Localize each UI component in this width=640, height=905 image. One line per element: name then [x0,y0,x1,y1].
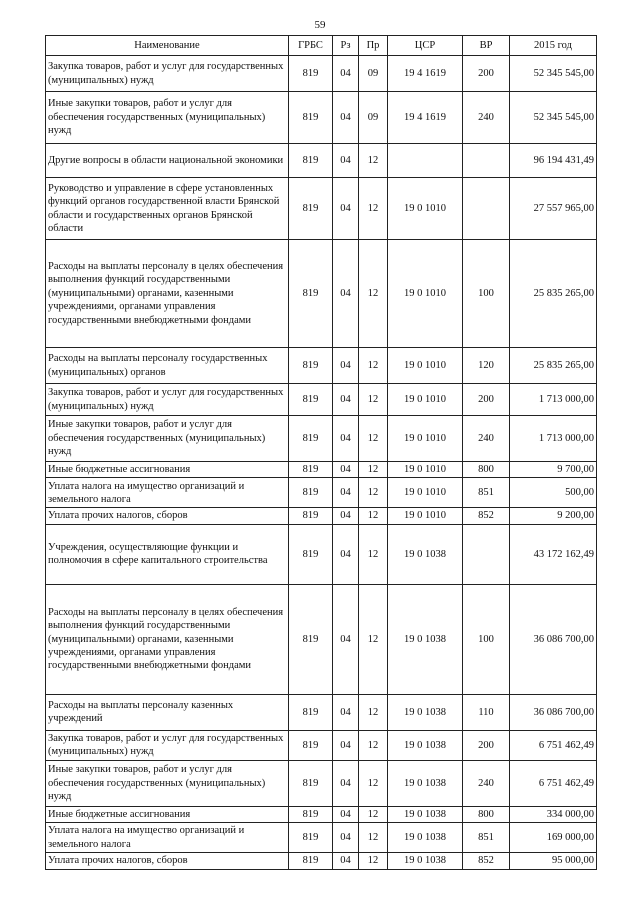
cell-vr [463,524,510,584]
cell-name: Учреждения, осуществляющие функции и полномочия в сфере капитального строительства [46,524,289,584]
cell-pr: 12 [359,806,388,822]
cell-pr: 12 [359,853,388,869]
cell-amount: 1 713 000,00 [510,416,597,462]
cell-vr: 851 [463,478,510,508]
cell-name: Иные бюджетные ассигнования [46,462,289,478]
cell-rz: 04 [333,730,359,760]
cell-grbs: 819 [289,384,333,416]
budget-table [45,35,597,870]
cell-pr: 12 [359,416,388,462]
table-row [46,524,597,584]
header-pr: Пр [359,36,388,56]
page-number: 59 [314,19,326,31]
cell-rz: 04 [333,144,359,178]
cell-csr: 19 0 1010 [388,178,463,240]
cell-grbs: 819 [289,694,333,730]
table-row [46,823,597,853]
cell-name: Закупка товаров, работ и услуг для государственных (муниципальных) нужд [46,730,289,760]
cell-csr: 19 0 1038 [388,760,463,806]
cell-csr [388,144,463,178]
cell-grbs: 819 [289,56,333,92]
cell-rz: 04 [333,92,359,144]
table-header-row [46,36,597,56]
cell-rz: 04 [333,524,359,584]
cell-vr: 852 [463,508,510,524]
cell-pr: 12 [359,524,388,584]
cell-amount: 96 194 431,49 [510,144,597,178]
cell-csr: 19 0 1010 [388,462,463,478]
cell-rz: 04 [333,56,359,92]
table-row [46,348,597,384]
cell-name: Уплата налога на имущество организаций и земельного налога [46,478,289,508]
cell-vr: 120 [463,348,510,384]
cell-grbs: 819 [289,144,333,178]
cell-csr: 19 0 1010 [388,508,463,524]
cell-vr: 800 [463,462,510,478]
cell-amount: 9 700,00 [510,462,597,478]
header-amount: 2015 год [510,36,597,56]
cell-pr: 12 [359,730,388,760]
cell-vr: 800 [463,806,510,822]
cell-amount: 27 557 965,00 [510,178,597,240]
cell-rz: 04 [333,760,359,806]
table-row [46,806,597,822]
table-row [46,240,597,348]
cell-pr: 12 [359,584,388,694]
cell-grbs: 819 [289,508,333,524]
cell-grbs: 819 [289,730,333,760]
cell-pr: 12 [359,178,388,240]
cell-csr: 19 0 1038 [388,730,463,760]
cell-amount: 9 200,00 [510,508,597,524]
cell-csr: 19 0 1010 [388,416,463,462]
cell-rz: 04 [333,478,359,508]
cell-rz: 04 [333,806,359,822]
cell-name: Другие вопросы в области национальной экономики [46,144,289,178]
header-csr: ЦСР [388,36,463,56]
cell-grbs: 819 [289,240,333,348]
cell-vr: 100 [463,584,510,694]
cell-amount: 95 000,00 [510,853,597,869]
cell-grbs: 819 [289,806,333,822]
cell-rz: 04 [333,240,359,348]
cell-amount: 6 751 462,49 [510,760,597,806]
cell-vr: 240 [463,92,510,144]
cell-csr: 19 0 1010 [388,384,463,416]
cell-grbs: 819 [289,823,333,853]
cell-grbs: 819 [289,178,333,240]
cell-pr: 12 [359,478,388,508]
cell-vr: 110 [463,694,510,730]
cell-vr [463,178,510,240]
cell-rz: 04 [333,853,359,869]
cell-name: Расходы на выплаты персоналу в целях обеспечения выполнения функций государственными (муниципальными) органами, казенными учреждениями, органами управления государственными внебюджетными фондами [46,584,289,694]
cell-amount: 25 835 265,00 [510,240,597,348]
cell-vr [463,144,510,178]
cell-amount: 36 086 700,00 [510,694,597,730]
cell-name: Закупка товаров, работ и услуг для государственных (муниципальных) нужд [46,56,289,92]
cell-name: Уплата прочих налогов, сборов [46,853,289,869]
cell-vr: 200 [463,384,510,416]
cell-rz: 04 [333,508,359,524]
cell-rz: 04 [333,584,359,694]
cell-rz: 04 [333,416,359,462]
cell-amount: 43 172 162,49 [510,524,597,584]
cell-csr: 19 0 1038 [388,694,463,730]
cell-amount: 334 000,00 [510,806,597,822]
cell-vr: 200 [463,56,510,92]
cell-csr: 19 0 1010 [388,478,463,508]
header-vr: ВР [463,36,510,56]
table-row [46,694,597,730]
cell-amount: 36 086 700,00 [510,584,597,694]
cell-pr: 09 [359,92,388,144]
cell-name: Иные бюджетные ассигнования [46,806,289,822]
cell-name: Расходы на выплаты персоналу государственных (муниципальных) органов [46,348,289,384]
cell-grbs: 819 [289,478,333,508]
cell-csr: 19 0 1010 [388,348,463,384]
cell-amount: 52 345 545,00 [510,56,597,92]
cell-pr: 12 [359,144,388,178]
cell-name: Иные закупки товаров, работ и услуг для обеспечения государственных (муниципальных) нужд [46,416,289,462]
cell-rz: 04 [333,348,359,384]
cell-grbs: 819 [289,348,333,384]
cell-name: Иные закупки товаров, работ и услуг для обеспечения государственных (муниципальных) нужд [46,760,289,806]
table-row [46,730,597,760]
table-row [46,478,597,508]
table-row [46,584,597,694]
cell-pr: 12 [359,384,388,416]
cell-grbs: 819 [289,462,333,478]
cell-pr: 12 [359,240,388,348]
table-row [46,462,597,478]
cell-name: Уплата налога на имущество организаций и земельного налога [46,823,289,853]
cell-rz: 04 [333,178,359,240]
cell-vr: 200 [463,730,510,760]
header-rz: Рз [333,36,359,56]
cell-pr: 12 [359,508,388,524]
cell-amount: 1 713 000,00 [510,384,597,416]
table-row [46,853,597,869]
cell-csr: 19 0 1038 [388,806,463,822]
cell-rz: 04 [333,823,359,853]
cell-name: Иные закупки товаров, работ и услуг для обеспечения государственных (муниципальных) нужд [46,92,289,144]
table-row [46,92,597,144]
cell-rz: 04 [333,384,359,416]
table-row [46,56,597,92]
cell-vr: 100 [463,240,510,348]
cell-csr: 19 0 1038 [388,853,463,869]
cell-name: Закупка товаров, работ и услуг для государственных (муниципальных) нужд [46,384,289,416]
cell-pr: 09 [359,56,388,92]
cell-csr: 19 0 1038 [388,823,463,853]
cell-grbs: 819 [289,416,333,462]
cell-rz: 04 [333,462,359,478]
cell-grbs: 819 [289,760,333,806]
cell-vr: 851 [463,823,510,853]
table-row [46,144,597,178]
cell-pr: 12 [359,348,388,384]
cell-csr: 19 0 1010 [388,240,463,348]
cell-amount: 6 751 462,49 [510,730,597,760]
cell-amount: 169 000,00 [510,823,597,853]
cell-pr: 12 [359,462,388,478]
cell-vr: 240 [463,416,510,462]
cell-rz: 04 [333,694,359,730]
cell-grbs: 819 [289,853,333,869]
table-row [46,384,597,416]
cell-pr: 12 [359,760,388,806]
cell-amount: 500,00 [510,478,597,508]
cell-pr: 12 [359,694,388,730]
cell-vr: 852 [463,853,510,869]
cell-csr: 19 4 1619 [388,92,463,144]
cell-name: Руководство и управление в сфере установленных функций органов государственной власти Брянской области и государственных органов Брянской области [46,178,289,240]
cell-grbs: 819 [289,524,333,584]
table-row [46,508,597,524]
header-name: Наименование [46,36,289,56]
cell-amount: 52 345 545,00 [510,92,597,144]
cell-name: Уплата прочих налогов, сборов [46,508,289,524]
cell-pr: 12 [359,823,388,853]
cell-name: Расходы на выплаты персоналу в целях обеспечения выполнения функций государственными (муниципальными) органами, казенными учреждениями, органами управления государственными внебюджетными фондами [46,240,289,348]
table-row [46,760,597,806]
table-row [46,416,597,462]
cell-csr: 19 0 1038 [388,524,463,584]
cell-csr: 19 0 1038 [388,584,463,694]
cell-grbs: 819 [289,92,333,144]
cell-csr: 19 4 1619 [388,56,463,92]
cell-vr: 240 [463,760,510,806]
cell-amount: 25 835 265,00 [510,348,597,384]
table-row [46,178,597,240]
cell-grbs: 819 [289,584,333,694]
cell-name: Расходы на выплаты персоналу казенных учреждений [46,694,289,730]
header-grbs: ГРБС [289,36,333,56]
